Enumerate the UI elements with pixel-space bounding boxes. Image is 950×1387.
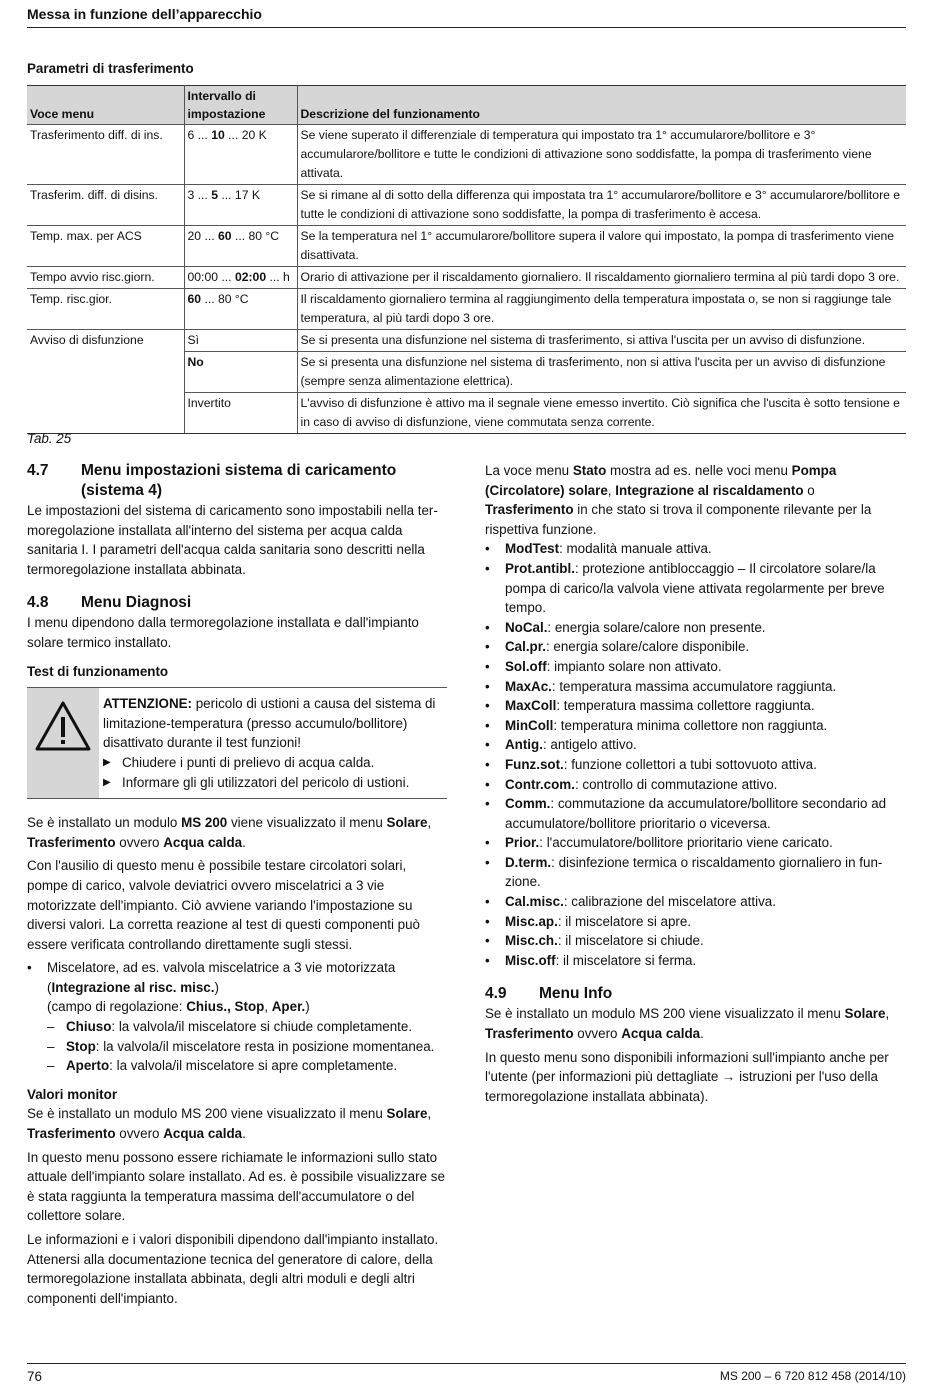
header-rule bbox=[27, 27, 906, 28]
status-intro: La voce menu Stato mostra ad es. nelle voci menu Pompa (Circolatore) solare, Integrazione al riscaldamento o Trasferimento in che stato si trova il componente rilevante per la rispettiva funzione. bbox=[485, 463, 872, 537]
document-id: MS 200 – 6 720 812 458 (2014/10) bbox=[719, 1369, 906, 1383]
section-number: 4.8 bbox=[27, 594, 49, 612]
section-title: Menu Info bbox=[539, 985, 613, 1003]
cell-description: Se si presenta una disfunzione nel sistema di trasferimento, si attiva l'uscita per un avviso di disfunzione. bbox=[297, 330, 906, 352]
table-row bbox=[27, 185, 906, 226]
header-description: Descrizione del funzionamento bbox=[297, 86, 906, 125]
cell-range: Sì bbox=[184, 330, 297, 352]
section-number: 4.9 bbox=[485, 985, 507, 1003]
section-title: Menu Diagnosi bbox=[81, 594, 192, 612]
status-item: • Comm.: commutazione da accumulatore/bollitore secondario ad accumulatore/bollitore prioritario o viceversa. bbox=[485, 796, 887, 831]
section-4-9-heading bbox=[485, 984, 906, 1004]
list-item: • Miscelatore, ad es. valvola miscelatrice a 3 vie motorizzata (Integrazione al risc. misc.) (campo di regolazione: Chius., Stop, Aper.) bbox=[27, 960, 396, 1015]
status-item: • NoCal.: energia solare/calore non presente. bbox=[485, 619, 766, 635]
cell-range: 20 ... 60 ... 80 °C bbox=[184, 226, 297, 267]
mixer-list bbox=[27, 958, 447, 1017]
ms200-menu-paragraph: Se è installato un modulo MS 200 viene visualizzato il menu Solare, Trasferimento ovvero Acqua calda. bbox=[27, 815, 432, 850]
monitor-heading: Valori monitor bbox=[27, 1086, 118, 1102]
cell-menu: Temp. risc.gior. bbox=[27, 289, 184, 330]
section-4-7-heading bbox=[27, 461, 447, 501]
cell-description: Se si presenta una disfunzione nel sistema di trasferimento, non si attiva l'uscita per un avviso di disfunzione (sempre senza alimentazione elettrica). bbox=[297, 352, 906, 393]
page-number: 76 bbox=[27, 1369, 42, 1384]
cell-menu bbox=[27, 393, 184, 434]
section-4-7-body: Le impostazioni del sistema di caricamento sono impostabili nella termoregolazione installata all'interno del sistema per acqua calda sanitaria I. I parametri dell'acqua calda sanitaria sono descritti nella termoregolazione installata abbinata. bbox=[27, 503, 438, 577]
cell-description: Orario di attivazione per il riscaldamento giornaliero. Il riscaldamento giornaliero termina al più tardi dopo 3 ore. bbox=[297, 267, 906, 289]
info-menu-paragraph: Se è installato un modulo MS 200 viene visualizzato il menu Solare, Trasferimento ovvero Acqua calda. bbox=[485, 1006, 890, 1042]
status-item: • MaxAc.: temperatura massima accumulatore raggiunta. bbox=[485, 678, 837, 694]
cell-range: 60 ... 80 °C bbox=[184, 289, 297, 330]
table-row bbox=[27, 393, 906, 434]
parameters-table bbox=[27, 85, 906, 434]
section-number: 4.7 bbox=[27, 462, 49, 479]
warning-step: ▶ Informare gli gli utilizzatori del pericolo di ustioni. bbox=[103, 774, 410, 790]
section-4-8-heading bbox=[27, 593, 447, 613]
list-item: – Aperto: la valvola/il miscelatore si apre completamente. bbox=[47, 1058, 398, 1074]
test-description: Con l'ausilio di questo menu è possibile testare circolatori solari, pompe di carico, valvole deviatrici ovvero miscelatrici a 3 vie motorizzate dell'impianto. Ciò avviene variando l'impostazione su diversi valori. La corretta reazione al test di questi componenti può essere verificata controllando direttamente sugli stessi. bbox=[27, 858, 421, 952]
cell-description: Se viene superato il differenziale di temperatura qui impostato tra 1° accumularore/bollitore e 3° accumularore/bollitore e tutte le condizioni di attivazione sono soddisfatte, la pompa di trasferimento viene attivata. bbox=[297, 125, 906, 185]
warning-message: ATTENZIONE: pericolo di ustioni a causa del sistema di limitazione-temperatura (presso accumulo/bollitore) disattivato durante il test funzioni! bbox=[103, 696, 436, 751]
list-item: – Stop: la valvola/il miscelatore resta in posizione momentanea. bbox=[47, 1038, 435, 1054]
warning-box bbox=[27, 687, 447, 799]
table-header-row bbox=[27, 86, 906, 125]
table-title: Parametri di trasferimento bbox=[27, 61, 194, 76]
table-row bbox=[27, 125, 906, 185]
cell-description: L'avviso di disfunzione è attivo ma il segnale viene emesso invertito. Ciò significa che l'uscita è sotto tensione e in caso di avviso di disfunzione, viene commutata senza corrente. bbox=[297, 393, 906, 434]
monitor-body-1: In questo menu possono essere richiamate le informazioni sullo stato attuale dell'impianto solare installato. Ad es. è possibile visualizzare se è stata raggiunta la temperatura massima dell'accumulatore o del collettore solare. bbox=[27, 1149, 445, 1224]
cell-description: Se la temperatura nel 1° accumularore/bollitore supera il valore qui impostato, la pompa di trasferimento viene disattivata. bbox=[297, 226, 906, 267]
section-4-8-body: I menu dipendono dalla termoregolazione installata e dall'impianto solare termico installato. bbox=[27, 615, 419, 650]
cell-menu bbox=[27, 352, 184, 393]
table-row bbox=[27, 352, 906, 393]
status-item: • Misc.off: il miscelatore si ferma. bbox=[485, 952, 697, 968]
info-body: In questo menu sono disponibili informazioni sull'impianto anche per l'utente (per informazioni più dettagliate → istruzioni per l'uso della termoregolazione installata abbinata). bbox=[485, 1049, 889, 1104]
monitor-body-2: Le informazioni e i valori disponibili dipendono dall'impianto installato. Attenersi alla documentazione tecnica del generatore di calore, della termoregolazione installata abbinata, degli altri moduli e degli altri componenti dell'impianto. bbox=[27, 1232, 439, 1306]
cell-range: 00:00 ... 02:00 ... h bbox=[184, 267, 297, 289]
monitor-menu-paragraph: Se è installato un modulo MS 200 viene visualizzato il menu Solare, Trasferimento ovvero Acqua calda. bbox=[27, 1106, 432, 1142]
status-item: • Misc.ch.: il miscelatore si chiude. bbox=[485, 933, 704, 949]
status-item: • Funz.sot.: funzione collettori a tubi sottovuoto attiva. bbox=[485, 756, 817, 772]
footer-rule bbox=[27, 1363, 906, 1364]
table-row bbox=[27, 289, 906, 330]
right-column bbox=[485, 461, 906, 1106]
header-menu: Voce menu bbox=[27, 86, 184, 125]
table-row bbox=[27, 330, 906, 352]
cell-range: Invertito bbox=[184, 393, 297, 434]
running-header: Messa in funzione dell’apparecchio bbox=[27, 6, 262, 22]
status-item: • Antig.: antigelo attivo. bbox=[485, 737, 637, 753]
status-item: • MinColl: temperatura minima collettore non raggiunta. bbox=[485, 717, 828, 733]
cell-description: Il riscaldamento giornaliero termina al raggiungimento della temperatura impostata o, se non si raggiunge tale temperatura, al più tardi dopo 3 ore. bbox=[297, 289, 906, 330]
cell-menu: Temp. max. per ACS bbox=[27, 226, 184, 267]
status-item: • Misc.ap.: il miscelatore si apre. bbox=[485, 913, 692, 929]
cell-range: No bbox=[184, 352, 297, 393]
warning-step: ▶ Chiudere i punti di prelievo di acqua calda. bbox=[103, 754, 375, 770]
status-item: • Cal.misc.: calibrazione del miscelatore attiva. bbox=[485, 894, 776, 910]
cell-menu: Tempo avvio risc.giorn. bbox=[27, 267, 184, 289]
test-heading: Test di funzionamento bbox=[27, 663, 169, 679]
cell-range: 6 ... 10 ... 20 K bbox=[184, 125, 297, 185]
cell-description: Se si rimane al di sotto della differenza qui impostata tra 1° accumularore/bollitore e 3° accumularore/bollitore e tutte le condizioni di attivazione sono soddisfatte, la pompa di trasferimento è accesa. bbox=[297, 185, 906, 226]
header-range: Intervallo di impostazione bbox=[184, 86, 297, 125]
status-item: • ModTest: modalità manuale attiva. bbox=[485, 541, 712, 557]
arrow-icon: → bbox=[722, 1069, 736, 1085]
status-item: • Cal.pr.: energia solare/calore disponibile. bbox=[485, 639, 750, 655]
status-item: • D.term.: disinfezione termica o riscaldamento giornaliero in funzione. bbox=[485, 854, 883, 890]
status-item: • Contr.com.: controllo di commutazione attivo. bbox=[485, 776, 778, 792]
mixer-options-list bbox=[47, 1017, 447, 1076]
cell-menu: Avviso di disfunzione bbox=[30, 333, 144, 347]
status-item: • Prior.: l'accumulatore/bollitore prioritario viene caricato. bbox=[485, 835, 833, 851]
cell-range: 3 ... 5 ... 17 K bbox=[184, 185, 297, 226]
section-title: Menu impostazioni sistema di caricamento (sistema 4) bbox=[81, 462, 397, 499]
cell-menu: Trasferim. diff. di disins. bbox=[27, 185, 184, 226]
left-column bbox=[27, 461, 447, 1308]
table-row bbox=[27, 226, 906, 267]
status-list bbox=[485, 539, 906, 970]
status-item: • Sol.off: impianto solare non attivato. bbox=[485, 658, 722, 674]
table-caption: Tab. 25 bbox=[27, 431, 72, 446]
list-item: – Chiuso: la valvola/il miscelatore si chiude completamente. bbox=[47, 1019, 413, 1035]
status-item: • Prot.antibl.: protezione antibloccaggio – Il circolatore solare/la pompa di carico/la valvola viene attivata regolarmente per breve tempo. bbox=[485, 560, 885, 616]
status-item: • MaxColl: temperatura massima collettore raggiunta. bbox=[485, 698, 815, 714]
table-row bbox=[27, 267, 906, 289]
cell-menu: Trasferimento diff. di ins. bbox=[27, 125, 184, 185]
warning-icon bbox=[34, 700, 92, 752]
